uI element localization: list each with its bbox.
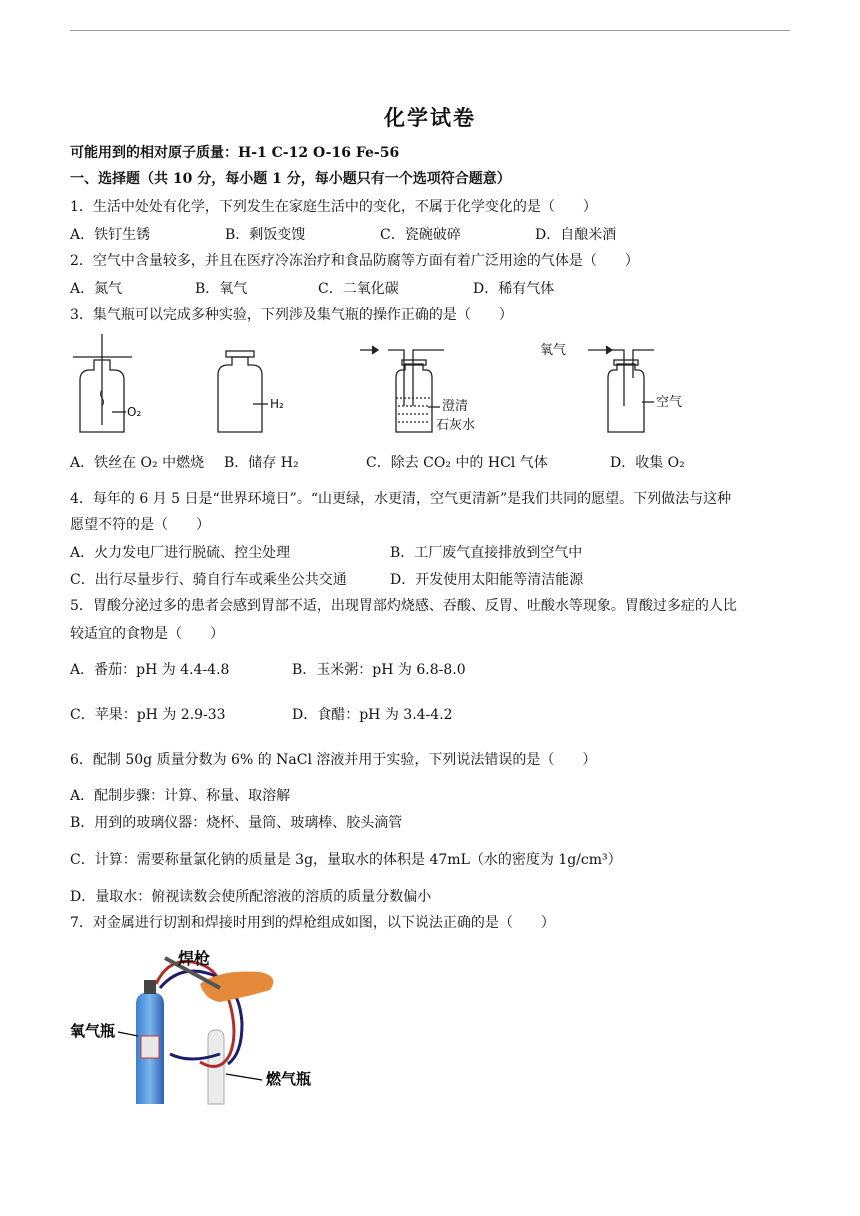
hand-shape bbox=[200, 972, 273, 1003]
q4-stem-line1: 4．每年的 6 月 5 日是“世界环境日”。“山更绿，水更清，空气更清新”是我们共同的愿望。下列做法与这种 bbox=[70, 491, 732, 507]
q5-option-a: A．番茄：pH 为 4.4-4.8 bbox=[70, 662, 230, 678]
page-title: 化学试卷 bbox=[384, 105, 476, 130]
q4-option-d: D．开发使用太阳能等清洁能源 bbox=[390, 572, 584, 588]
q3-stem: 3．集气瓶可以完成多种实验，下列涉及集气瓶的操作正确的是（ ） bbox=[70, 307, 513, 323]
q3-bottle-figures bbox=[68, 330, 728, 440]
q1-option-c: C．瓷碗破碎 bbox=[380, 227, 461, 243]
q4-option-b: B．工厂废气直接排放到空气中 bbox=[390, 545, 583, 561]
bottle-a-label: O₂ bbox=[127, 405, 142, 419]
bottle-b-diagram bbox=[218, 351, 268, 432]
q5-option-d: D．食醋：pH 为 3.4-4.2 bbox=[292, 707, 453, 723]
q6-option-a: A．配制步骤：计算、称量、取溶解 bbox=[70, 788, 291, 804]
bottle-d-inlet-label: 氧气 bbox=[540, 343, 567, 358]
q2-option-b: B．氧气 bbox=[195, 281, 248, 297]
q5-option-b: B．玉米粥：pH 为 6.8-8.0 bbox=[292, 662, 466, 678]
q1-option-a: A．铁钉生锈 bbox=[70, 227, 151, 243]
q6-option-b: B．用到的玻璃仪器：烧杯、量筒、玻璃棒、胶头滴管 bbox=[70, 815, 403, 831]
q5-option-c: C．苹果：pH 为 2.9-33 bbox=[70, 707, 226, 723]
q4-stem-line2: 愿望不符的是（ ） bbox=[70, 517, 210, 533]
atomic-masses: 可能用到的相对原子质量：H-1 C-12 O-16 Fe-56 bbox=[70, 145, 400, 161]
bottle-c-diagram bbox=[360, 346, 444, 432]
bottle-c-label-1: 澄清 bbox=[442, 399, 469, 414]
oxygen-tank-label: 氧气瓶 bbox=[70, 1022, 116, 1040]
q3-option-b: B．储存 H₂ bbox=[224, 455, 299, 471]
q4-option-c: C．出行尽量步行、骑自行车或乘坐公共交通 bbox=[70, 572, 347, 588]
bottle-d-diagram bbox=[588, 346, 654, 432]
q1-stem: 1．生活中处处有化学，下列发生在家庭生活中的变化，不属于化学变化的是（ ） bbox=[70, 199, 597, 215]
q1-option-b: B．剩饭变馊 bbox=[225, 227, 306, 243]
header-rule bbox=[70, 30, 790, 31]
q2-option-d: D．稀有气体 bbox=[473, 281, 555, 297]
q7-stem: 7．对金属进行切割和焊接时用到的焊枪组成如图，以下说法正确的是（ ） bbox=[70, 915, 555, 931]
torch-label: 焊枪 bbox=[178, 949, 211, 968]
section-heading: 一、选择题（共 10 分，每小题 1 分，每小题只有一个选项符合题意） bbox=[70, 171, 511, 187]
q3-option-c: C．除去 CO₂ 中的 HCl 气体 bbox=[366, 455, 548, 471]
q6-option-c: C．计算：需要称量氯化钠的质量是 3g，量取水的体积是 47mL（水的密度为 1g/cm³） bbox=[70, 852, 622, 868]
bottle-b-label: H₂ bbox=[270, 397, 284, 411]
q6-stem: 6．配制 50g 质量分数为 6% 的 NaCl 溶液并用于实验，下列说法错误的是（ ） bbox=[70, 752, 597, 768]
q3-option-a: A．铁丝在 O₂ 中燃烧 bbox=[70, 455, 205, 471]
bottle-d-label: 空气 bbox=[656, 395, 683, 410]
q4-option-a: A．火力发电厂进行脱硫、控尘处理 bbox=[70, 545, 291, 561]
welding-torch-photo bbox=[70, 944, 320, 1109]
q5-stem-line2: 较适宜的食物是（ ） bbox=[70, 626, 224, 642]
q2-option-a: A．氮气 bbox=[70, 281, 123, 297]
q2-option-c: C．二氧化碳 bbox=[318, 281, 399, 297]
q2-stem: 2．空气中含量较多，并且在医疗冷冻治疗和食品防腐等方面有着广泛用途的气体是（ ） bbox=[70, 253, 639, 269]
q1-option-d: D．自酿米酒 bbox=[535, 227, 617, 243]
bottle-a-diagram bbox=[73, 334, 132, 432]
q5-stem-line1: 5．胃酸分泌过多的患者会感到胃部不适，出现胃部灼烧感、吞酸、反胃、吐酸水等现象。胃酸过多症的人比 bbox=[70, 598, 737, 614]
fuel-tank-label: 燃气瓶 bbox=[266, 1070, 312, 1088]
q6-option-d: D．量取水：俯视读数会使所配溶液的溶质的质量分数偏小 bbox=[70, 889, 432, 905]
bottle-c-label-2: 石灰水 bbox=[436, 418, 476, 433]
q3-option-d: D．收集 O₂ bbox=[610, 455, 685, 471]
